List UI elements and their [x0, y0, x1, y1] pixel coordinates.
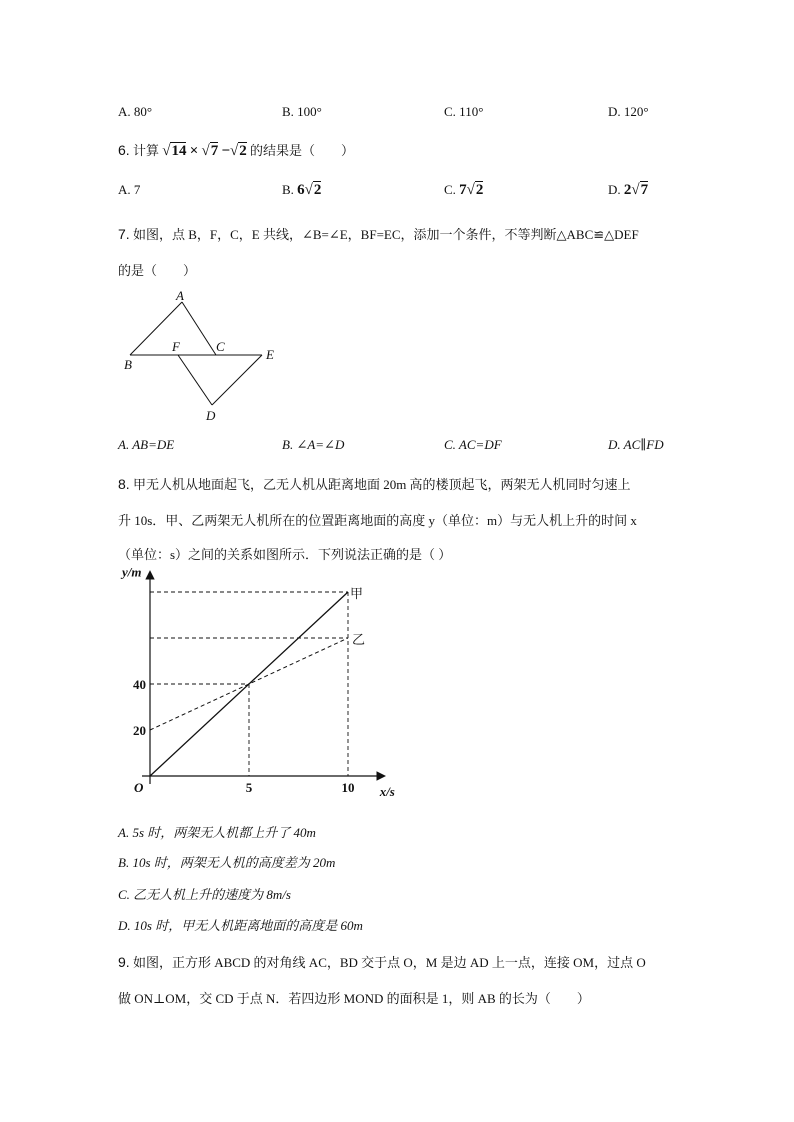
q9-stem-line2: 做 ON⊥OM，交 CD 于点 N．若四边形 MOND 的面积是 1，则 AB 的长为（ ） [118, 991, 590, 1006]
sqrt-icon: √ [466, 182, 475, 198]
x-axis-label: x/s [379, 784, 395, 799]
q8-stem-line2: 升 10s．甲、乙两架无人机所在的位置距离地面的高度 y（单位：m）与无人机上升的时间 x [118, 513, 637, 528]
sqrt-icon: √ [162, 143, 171, 159]
point-a-label: A [176, 288, 184, 303]
q7-number: 7. [118, 226, 130, 242]
q6-radicand-b: 7 [210, 143, 219, 159]
q7-stem-line1 [118, 224, 639, 243]
q6-times: × [189, 143, 199, 159]
x-tick-label: 10 [341, 780, 355, 795]
point-e-label: E [266, 347, 274, 362]
point-d-label: D [206, 408, 216, 423]
q6-option-c-coef: 7 [459, 182, 467, 198]
sqrt-icon: √ [201, 143, 210, 159]
q8-option-c[interactable]: C. 乙无人机上升的速度为 8m/s [118, 887, 291, 902]
point-c-label: C [216, 339, 225, 354]
series-yi-label: 乙 [352, 633, 366, 648]
q7-option-a[interactable]: A. AB=DE [118, 437, 175, 452]
segment-de [212, 355, 262, 405]
q6-radicand-c: 2 [239, 143, 247, 159]
q8-stem-line1 [118, 474, 631, 493]
segment-ac [182, 302, 216, 355]
q9-number: 9. [118, 954, 130, 970]
q6-option-b-radicand: 2 [313, 182, 322, 198]
origin-label: O [134, 780, 144, 795]
q8-stem-line3: （单位：s）之间的关系如图所示．下列说法正确的是（ ） [118, 547, 452, 562]
q6-stem [118, 140, 354, 160]
q6-radicand-a: 14 [171, 143, 187, 159]
q6-option-c-label: C. [444, 182, 460, 197]
q6-option-a-label: A. 7 [118, 182, 141, 197]
q7-option-b[interactable]: B. ∠A=∠D [282, 437, 345, 452]
q6-option-d-radicand: 7 [640, 182, 649, 198]
y-axis-label: y/m [122, 564, 142, 580]
q7-stem-line2: 的是（ ） [118, 263, 197, 278]
q9-stem-line1 [118, 952, 646, 971]
q7-line1: 如图，点 B，F，C，E 共线，∠B=∠E，BF=EC，添加一个条件，不等判断△ABC≌△DEF [132, 227, 639, 242]
point-f-label: F [172, 339, 180, 354]
q8-option-a[interactable]: A. 5s 时，两架无人机都上升了 40m [118, 825, 316, 840]
q6-option-c[interactable] [444, 182, 483, 199]
q6-option-a[interactable] [118, 182, 140, 198]
q8-chart-svg [118, 564, 418, 804]
q8-option-d[interactable]: D. 10s 时，甲无人机距离地面的高度是 60m [118, 918, 363, 933]
q8-chart [118, 564, 418, 804]
q6-number: 6. [118, 142, 130, 158]
q5-option-c[interactable]: C. 110° [444, 104, 484, 119]
q6-option-b[interactable] [282, 182, 321, 199]
q6-option-b-coef: 6 [297, 182, 305, 198]
q5-option-a[interactable]: A. 80° [118, 104, 153, 119]
point-b-label: B [124, 357, 132, 372]
series-jia-label: 甲 [350, 587, 364, 602]
q7-option-c[interactable]: C. AC=DF [444, 437, 502, 452]
sqrt-icon: √ [230, 143, 239, 159]
q7-triangle-diagram [118, 285, 288, 425]
q6-stem-pre: 计算 [132, 143, 159, 158]
q6-option-d-label: D. [608, 182, 624, 197]
q6-option-d-coef: 2 [623, 182, 632, 198]
q5-option-b[interactable]: B. 100° [282, 104, 322, 119]
q5-option-d[interactable]: D. 120° [608, 104, 649, 119]
q8-line1: 甲无人机从地面起飞，乙无人机从距离地面 20m 高的楼顶起飞，两架无人机同时匀速上 [132, 477, 631, 492]
q6-minus: − [221, 143, 231, 159]
x-tick-label: 5 [245, 780, 253, 795]
sqrt-icon: √ [631, 182, 640, 198]
y-tick-label: 20 [133, 723, 146, 738]
segment-fd [178, 355, 212, 405]
q6-option-b-label: B. [282, 182, 298, 197]
q8-number: 8. [118, 476, 130, 492]
y-tick-label: 40 [133, 677, 146, 692]
sqrt-icon: √ [304, 182, 313, 198]
q8-option-b[interactable]: B. 10s 时，两架无人机的高度差为 20m [118, 855, 336, 870]
q6-option-c-radicand: 2 [475, 182, 484, 198]
q6-option-d[interactable] [608, 182, 648, 199]
q7-figure [118, 285, 288, 425]
q7-option-d[interactable]: D. AC∥FD [608, 437, 664, 452]
q6-stem-post: 的结果是（ ） [250, 143, 355, 158]
q9-line1: 如图，正方形 ABCD 的对角线 AC，BD 交于点 O，M 是边 AD 上一点，连接 OM，过点 O [132, 955, 646, 970]
